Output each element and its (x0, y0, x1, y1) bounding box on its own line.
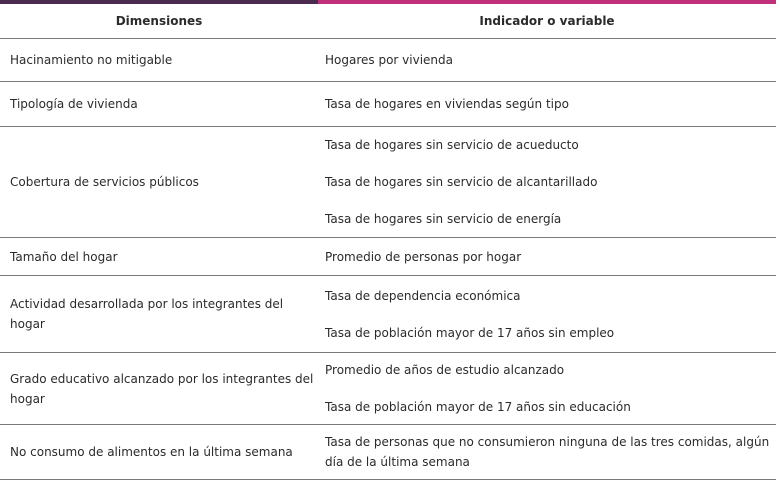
indicator-item: Tasa de dependencia económica (325, 288, 521, 303)
indicators-table (0, 4, 776, 480)
indicator-cell (318, 425, 776, 480)
table-row (0, 39, 776, 82)
dimension-cell: Actividad desarrollada por los integrantes del hogar (0, 276, 318, 353)
table-row (0, 127, 776, 238)
indicator-cell (318, 238, 776, 276)
table-row (0, 425, 776, 480)
column-header-dimensiones: Dimensiones (0, 4, 318, 39)
header-accent-bar (0, 0, 776, 4)
table-row (0, 276, 776, 353)
indicator-item: Tasa de hogares en viviendas según tipo (325, 97, 569, 111)
dimension-cell: Tamaño del hogar (0, 238, 318, 276)
header-accent-right (318, 0, 776, 4)
indicator-cell (318, 39, 776, 82)
indicator-item: Tasa de población mayor de 17 años sin educación (325, 400, 631, 414)
header-accent-left (0, 0, 318, 4)
dimension-cell: Cobertura de servicios públicos (0, 127, 318, 238)
indicator-cell (318, 353, 776, 425)
dimension-cell: Tipología de vivienda (0, 82, 318, 127)
header-row (0, 4, 776, 39)
column-header-indicador: Indicador o variable (318, 4, 776, 39)
indicator-item: Tasa de población mayor de 17 años sin empleo (325, 325, 615, 340)
indicator-cell (318, 127, 776, 238)
table-row (0, 238, 776, 276)
indicator-cell (318, 276, 776, 353)
indicator-item: Hogares por vivienda (325, 53, 453, 67)
indicator-cell (318, 82, 776, 127)
dimension-cell: Hacinamiento no mitigable (0, 39, 318, 82)
indicator-item: Tasa de hogares sin servicio de acueducto (325, 138, 579, 152)
indicator-item: Promedio de personas por hogar (325, 249, 522, 264)
table-row (0, 353, 776, 425)
indicator-item: Tasa de personas que no consumieron ninguna de las tres comidas, algún día de la última semana (325, 435, 770, 469)
dimension-cell: No consumo de alimentos en la última semana (0, 425, 318, 480)
dimension-cell: Grado educativo alcanzado por los integrantes del hogar (0, 353, 318, 425)
indicator-item: Tasa de hogares sin servicio de alcantarillado (325, 175, 598, 189)
indicator-item: Promedio de años de estudio alcanzado (325, 363, 565, 377)
indicator-item: Tasa de hogares sin servicio de energía (325, 212, 562, 226)
table-row (0, 82, 776, 127)
